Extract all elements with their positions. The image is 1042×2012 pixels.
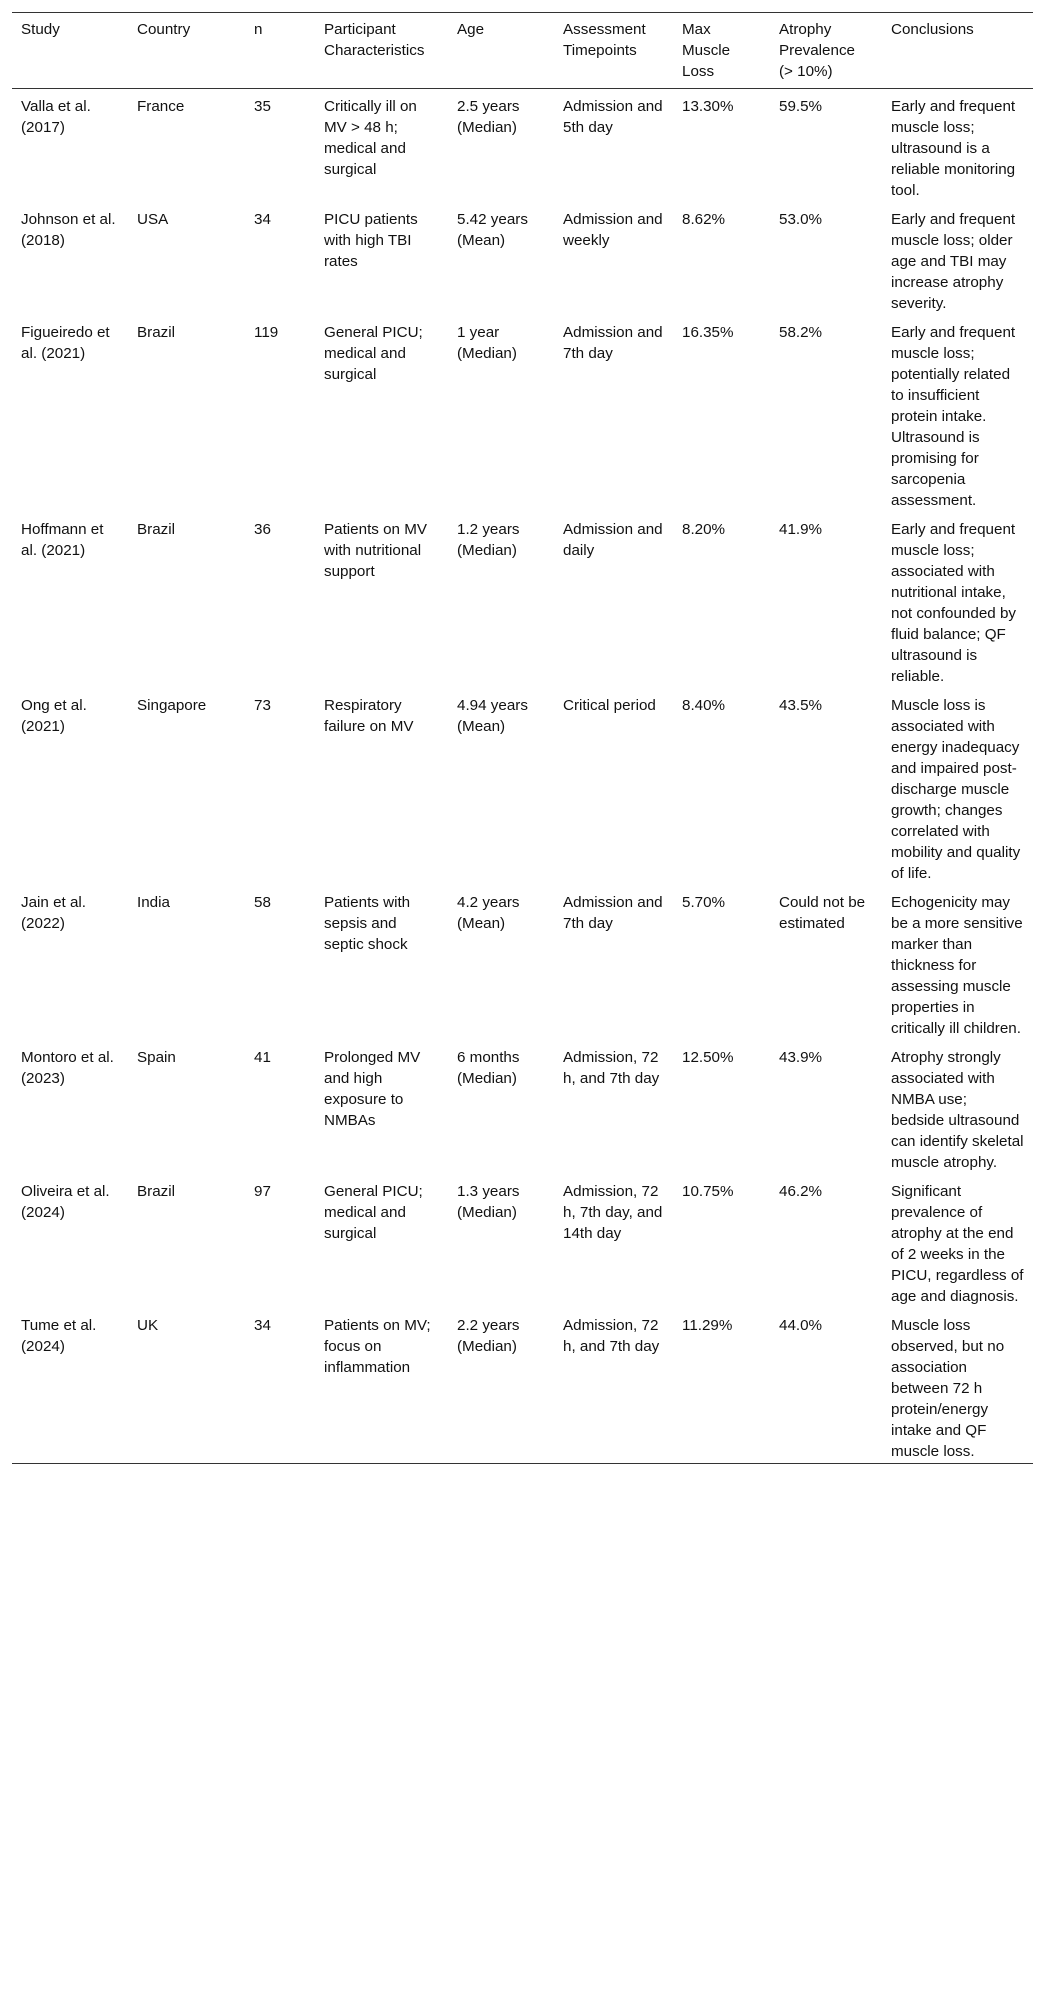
table-row (12, 1040, 1033, 1174)
cell-max-loss: 13.30% (682, 98, 734, 115)
cell-participants: Patients on MV; focus on inflammation (324, 1317, 431, 1376)
cell-atrophy: Could not be estimated (779, 894, 866, 932)
cell-study: Hoffmann et al. (2021) (21, 521, 104, 559)
cell-study: Johnson et al. (2018) (21, 211, 116, 249)
cell-study: Tume et al. (2024) (21, 1317, 97, 1355)
table-row (12, 89, 1033, 203)
table-row (12, 315, 1033, 512)
cell-n: 119 (254, 324, 279, 341)
table-row (12, 885, 1033, 1040)
cell-country: UK (137, 1317, 159, 1334)
cell-max-loss: 8.62% (682, 211, 726, 228)
cell-conclusions: Significant prevalence of atrophy at the end of 2 weeks in the PICU, regardless of age and diagnosis. (891, 1183, 1024, 1305)
header-n: n (254, 21, 263, 38)
header-participant-characteristics: Participant Characteristics (324, 21, 425, 59)
cell-age: 1.3 years (Median) (457, 1183, 520, 1221)
cell-country: Brazil (137, 1183, 175, 1200)
studies-table (12, 12, 1033, 1464)
cell-atrophy: 59.5% (779, 98, 823, 115)
cell-conclusions: Muscle loss observed, but no association between 72 h protein/energy intake and QF muscle loss. (891, 1317, 1005, 1460)
cell-conclusions: Atrophy strongly associated with NMBA use; bedside ultrasound can identify skeletal muscle atrophy. (891, 1049, 1024, 1171)
cell-participants: Respiratory failure on MV (324, 697, 414, 735)
cell-conclusions: Early and frequent muscle loss; older age and TBI may increase atrophy severity. (891, 211, 1016, 312)
cell-study: Jain et al. (2022) (21, 894, 87, 932)
table-row (12, 688, 1033, 885)
cell-age: 2.2 years (Median) (457, 1317, 520, 1355)
cell-n: 36 (254, 521, 271, 538)
cell-participants: PICU patients with high TBI rates (324, 211, 418, 270)
cell-n: 34 (254, 1317, 271, 1334)
header-assessment-timepoints: Assessment Timepoints (563, 21, 646, 59)
cell-conclusions: Muscle loss is associated with energy inadequacy and impaired post-discharge muscle growth; changes correlated with mobility and quality of life. (891, 697, 1021, 882)
cell-timepoints: Admission, 72 h, and 7th day (563, 1049, 660, 1087)
table-row (12, 1308, 1033, 1464)
cell-country: USA (137, 211, 169, 228)
cell-timepoints: Admission and 7th day (563, 894, 663, 932)
cell-conclusions: Early and frequent muscle loss; potentially related to insufficient protein intake. Ultrasound is promising for sarcopenia assessment. (891, 324, 1016, 509)
header-age: Age (457, 21, 485, 38)
cell-country: Spain (137, 1049, 176, 1066)
cell-country: India (137, 894, 170, 911)
cell-participants: Critically ill on MV > 48 h; medical and surgical (324, 98, 417, 178)
cell-study: Ong et al. (2021) (21, 697, 87, 735)
cell-study: Oliveira et al. (2024) (21, 1183, 110, 1221)
cell-study: Valla et al. (2017) (21, 98, 91, 136)
cell-atrophy: 43.5% (779, 697, 823, 714)
cell-conclusions: Echogenicity may be a more sensitive marker than thickness for assessing muscle properties in critically ill children. (891, 894, 1023, 1037)
cell-age: 6 months (Median) (457, 1049, 520, 1087)
header-atrophy-prevalence: Atrophy Prevalence (> 10%) (779, 21, 855, 80)
cell-country: France (137, 98, 185, 115)
table-row (12, 1174, 1033, 1308)
cell-study: Montoro et al. (2023) (21, 1049, 114, 1087)
header-row (12, 13, 1033, 89)
cell-age: 4.94 years (Mean) (457, 697, 528, 735)
cell-participants: General PICU; medical and surgical (324, 1183, 423, 1242)
cell-participants: Prolonged MV and high exposure to NMBAs (324, 1049, 421, 1129)
cell-n: 41 (254, 1049, 271, 1066)
cell-atrophy: 43.9% (779, 1049, 823, 1066)
cell-max-loss: 11.29% (682, 1317, 733, 1334)
cell-n: 58 (254, 894, 271, 911)
cell-n: 34 (254, 211, 271, 228)
cell-age: 1.2 years (Median) (457, 521, 520, 559)
cell-timepoints: Admission, 72 h, and 7th day (563, 1317, 660, 1355)
cell-max-loss: 8.20% (682, 521, 726, 538)
cell-max-loss: 8.40% (682, 697, 726, 714)
header-max-muscle-loss: Max Muscle Loss (682, 21, 731, 80)
cell-atrophy: 58.2% (779, 324, 823, 341)
cell-atrophy: 53.0% (779, 211, 823, 228)
cell-timepoints: Critical period (563, 697, 656, 714)
cell-country: Brazil (137, 521, 175, 538)
cell-timepoints: Admission and weekly (563, 211, 663, 249)
cell-country: Singapore (137, 697, 207, 714)
table-header (12, 13, 1033, 89)
cell-study: Figueiredo et al. (2021) (21, 324, 110, 362)
cell-timepoints: Admission, 72 h, 7th day, and 14th day (563, 1183, 663, 1242)
header-conclusions: Conclusions (891, 21, 974, 38)
cell-max-loss: 12.50% (682, 1049, 734, 1066)
cell-age: 4.2 years (Mean) (457, 894, 520, 932)
cell-conclusions: Early and frequent muscle loss; ultrasound is a reliable monitoring tool. (891, 98, 1016, 199)
cell-age: 5.42 years (Mean) (457, 211, 528, 249)
table-row (12, 202, 1033, 315)
table-row (12, 512, 1033, 688)
studies-table-container (12, 12, 1033, 1464)
cell-timepoints: Admission and 5th day (563, 98, 663, 136)
cell-age: 2.5 years (Median) (457, 98, 520, 136)
cell-age: 1 year (Median) (457, 324, 517, 362)
cell-max-loss: 16.35% (682, 324, 734, 341)
cell-timepoints: Admission and daily (563, 521, 663, 559)
cell-conclusions: Early and frequent muscle loss; associated with nutritional intake, not confounded by fluid balance; QF ultrasound is reliable. (891, 521, 1016, 685)
cell-n: 35 (254, 98, 271, 115)
cell-participants: Patients with sepsis and septic shock (324, 894, 411, 953)
cell-participants: General PICU; medical and surgical (324, 324, 423, 383)
cell-participants: Patients on MV with nutritional support (324, 521, 427, 580)
header-study: Study (21, 21, 60, 38)
cell-n: 73 (254, 697, 271, 714)
header-country: Country (137, 21, 191, 38)
cell-timepoints: Admission and 7th day (563, 324, 663, 362)
cell-atrophy: 44.0% (779, 1317, 823, 1334)
cell-atrophy: 46.2% (779, 1183, 823, 1200)
table-body (12, 89, 1033, 1464)
cell-country: Brazil (137, 324, 175, 341)
cell-n: 97 (254, 1183, 271, 1200)
cell-atrophy: 41.9% (779, 521, 823, 538)
cell-max-loss: 5.70% (682, 894, 726, 911)
cell-max-loss: 10.75% (682, 1183, 734, 1200)
